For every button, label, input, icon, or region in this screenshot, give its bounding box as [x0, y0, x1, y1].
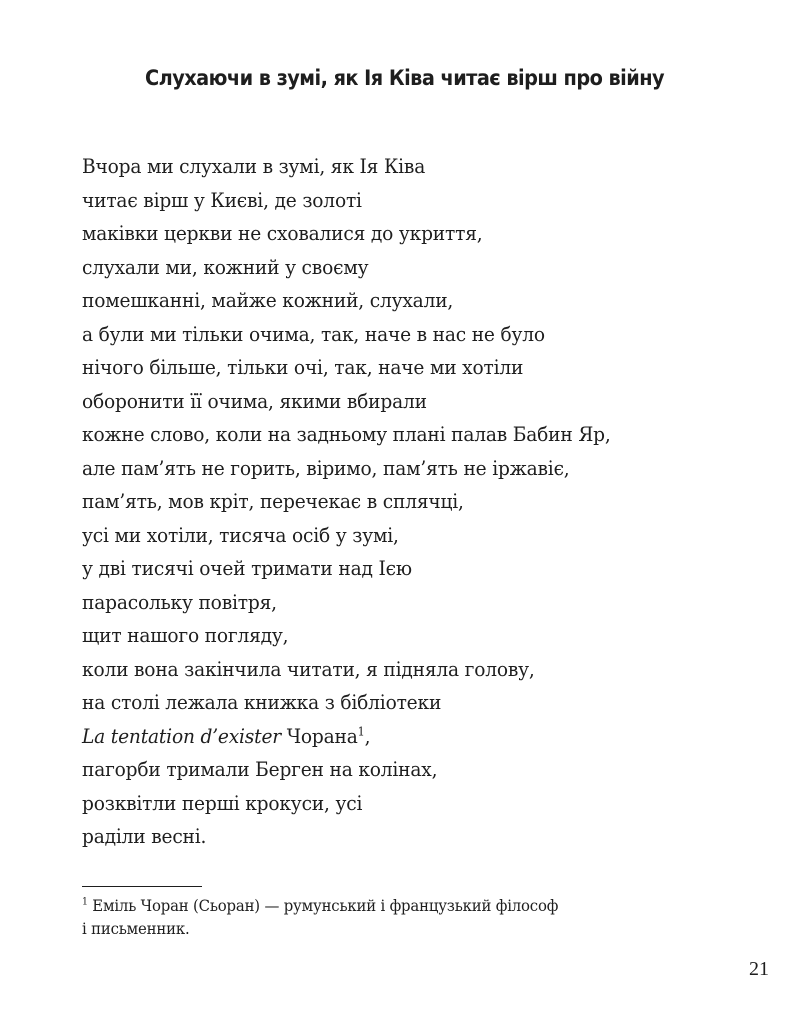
footnote-reference[interactable]: 1 — [357, 723, 365, 738]
poem-line: помешканні, майже кожний, слухали, — [82, 288, 454, 312]
page-number: 21 — [749, 958, 769, 980]
poem-body — [82, 150, 762, 854]
footnote-line: і письменник. — [82, 919, 190, 938]
poem-line: щит нашого погляду, — [82, 623, 289, 647]
poem-line: читає вірш у Києві, де золоті — [82, 187, 362, 212]
footnote-line — [82, 894, 677, 917]
book-title-italic: La tentation d’exister — [82, 723, 281, 748]
poem-line: розквітли перші крокуси, усі — [82, 790, 363, 815]
poem-line: пам’ять, мов кріт, перечекає в сплячці, — [82, 489, 464, 513]
poem-line: але пам’ять не горить, віримо, пам’ять не іржавіє, — [82, 455, 570, 480]
poem-line: на столі лежала книжка з бібліотеки — [82, 690, 442, 714]
poem-line: кожне слово, коли на задньому плані палав Бабин Яр, — [82, 422, 611, 446]
poem-line: коли вона закінчила читати, я підняла голову, — [82, 656, 535, 681]
footnote-mark: 1 — [82, 896, 88, 908]
poem-line-book-title — [82, 720, 714, 754]
poem-line: нічого більше, тільки очі, так, наче ми хотіли — [82, 355, 524, 379]
poem-line: парасольку повітря, — [82, 589, 277, 614]
poem-line: Вчора ми слухали в зумі, як Ія Ківа — [82, 154, 426, 178]
footnote-divider — [82, 886, 202, 887]
footnote — [82, 894, 677, 940]
poem-line: пагорби тримали Берген на колінах, — [82, 757, 438, 781]
poem-line: слухали ми, кожний у своєму — [82, 254, 369, 279]
line-comma: , — [364, 723, 371, 748]
poem-line: раділи весні. — [82, 824, 207, 848]
poem-line: а були ми тільки очима, так, наче в нас не було — [82, 321, 545, 346]
poem-line: оборонити її очима, якими вбирали — [82, 388, 427, 413]
poem-title: Слухаючи в зумі, як Ія Ківа читає вірш про війну — [144, 66, 665, 90]
footnote-text: Еміль Чоран (Сьоран) — румунський і французький філософ — [87, 896, 559, 915]
book-author: Чорана — [280, 723, 358, 748]
poem-line: маківки церкви не сховалися до укриття, — [82, 221, 483, 245]
poem-line: усі ми хотіли, тисяча осіб у зумі, — [82, 522, 399, 547]
poem-line: у дві тисячі очей тримати над Ією — [82, 556, 412, 580]
